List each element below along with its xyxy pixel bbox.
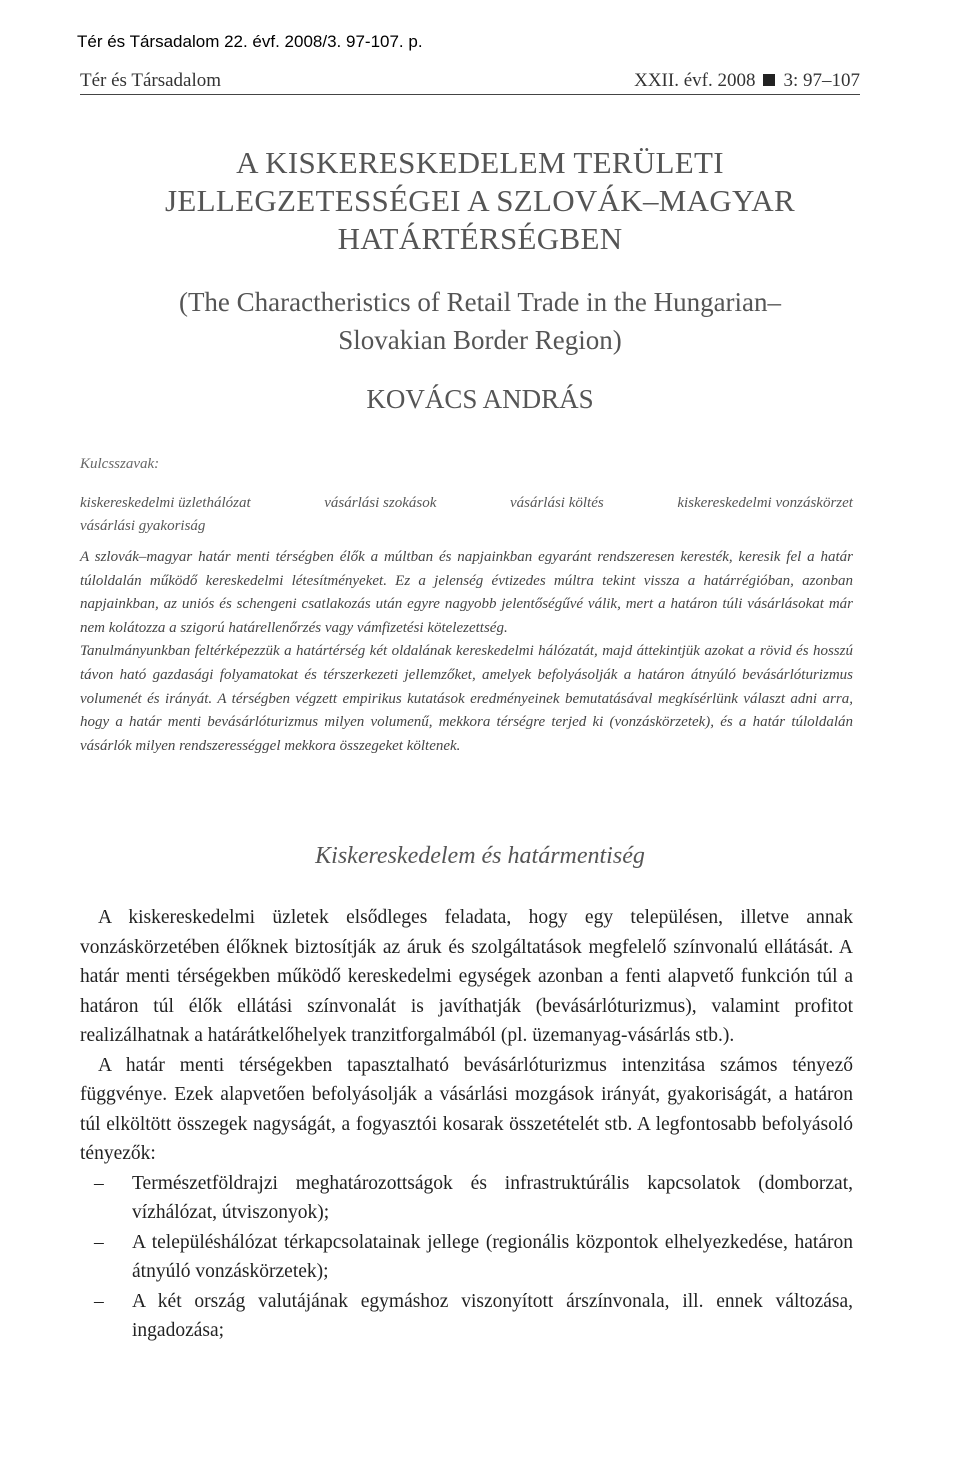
list-item-text: A településhálózat térkapcsolatainak jellege (regionális központok elhelyezkedése, határon átnyúló vonzáskörzetek); <box>132 1231 853 1282</box>
black-square-icon <box>763 74 775 86</box>
list-item <box>80 1228 853 1287</box>
keyword: vásárlási gyakoriság <box>80 518 206 534</box>
list-item-text: Természetföldrajzi meghatározottságok és infrastruktúrális kapcsolatok (domborzat, vízhálózat, útviszonyok); <box>132 1172 853 1223</box>
subtitle-line: Slovakian Border Region) <box>338 325 622 355</box>
abstract <box>80 546 853 758</box>
volume-year: XXII. évf. 2008 <box>634 70 756 91</box>
volume-info <box>634 70 860 92</box>
keywords-label: Kulcsszavak: <box>80 456 160 472</box>
dash-bullet-icon: – <box>94 1231 104 1253</box>
dash-bullet-icon: – <box>94 1172 104 1194</box>
body-paragraph: A határ menti térségekben tapasztalható bevásárlóturizmus intenzitása számos tényező függvénye. Ezek alapvetően befolyásolják a vásárlási mozgások irányát, gyakoriságát, a határon túl elköltött összegek nagyságát, a fogyasztói kosarak összetételét stb. A legfontosabb befolyásoló tényezők: <box>80 1054 853 1164</box>
issue-pages: 3: 97–107 <box>783 70 860 91</box>
abstract-paragraph: Tanulmányunkban feltérképezzük a határtérség két oldalának kereskedelmi hálózatát, majd áttekintjük azokat a rövid és hosszú távon ható gazdasági folyamatokat és térszerkezeti jellemzőket, amelyek befolyásolják a határon átnyúló bevásárlóturizmus volumenét és irányát. A térségben végzett empirikus kutatások eredményeinek bemutatásával megkísérlünk választ adni arra, hogy a határ menti bevásárlóturizmus milyen volumenű, mekkora térségre terjed ki (vonzáskörzetek), és a határ túloldalán vásárlók milyen rendszerességgel mekkora összegeket költenek. <box>80 643 853 754</box>
journal-name: Tér és Társadalom <box>80 70 222 91</box>
body-paragraph: A kiskereskedelmi üzletek elsődleges feladata, hogy egy településen, illetve annak vonzáskörzetében élőknek biztosítják az áruk és szolgáltatások megfelelő színvonalú ellátását. A határ menti térségekben működő kereskedelmi egységek azonban a fenti alapvető funkción túl a határon túl élők ellátási színvonalát is javíthatják (bevásárlóturizmus), valamint profitot realizálhatnak a határátkelőhelyek tranzitforgalmából (pl. üzemanyag-vásárlás stb.). <box>80 907 853 1046</box>
section-body <box>80 903 853 1346</box>
article-title <box>80 144 880 258</box>
keyword: vásárlási költés <box>509 495 604 511</box>
list-item <box>80 1169 853 1228</box>
subtitle-line: (The Charactheristics of Retail Trade in the Hungarian– <box>178 287 782 317</box>
factor-list <box>80 1169 853 1346</box>
title-line: JELLEGZETESSÉGEI A SZLOVÁK–MAGYAR <box>165 183 795 218</box>
author-name: KOVÁCS ANDRÁS <box>366 384 594 414</box>
title-line: HATÁRTÉRSÉGBEN <box>337 221 623 256</box>
dash-bullet-icon: – <box>94 1290 104 1312</box>
keyword: vásárlási szokások <box>324 495 437 511</box>
keyword: kiskereskedelmi üzlethálózat <box>80 495 251 511</box>
list-item <box>80 1287 853 1346</box>
running-head <box>80 70 860 95</box>
abstract-paragraph: A szlovák–magyar határ menti térségben élők a múltban és napjainkban egyaránt rendszeresen keresték, keresik fel a határ túloldalán működő kereskedelmi létesítményeket. Ez a jelenség évtizedes múltra tekint vissza a határrégióban, azonban napjainkban, az uniós és schengeni csatlakozás után egyre nagyobb jelentőségűvé válik, mert a határon túli vásárlásokat már nem kolátozza a szigorú határellenőrzés vagy vámfizetési kötelezettség. <box>80 549 853 636</box>
section-heading: Kiskereskedelem és határmentiség <box>315 843 645 869</box>
english-title <box>80 283 880 359</box>
citation-line: Tér és Társadalom 22. évf. 2008/3. 97-107. p. <box>77 32 423 51</box>
list-item-text: A két ország valutájának egymáshoz viszonyított árszínvonala, ill. ennek változása, ingadozása; <box>132 1290 853 1341</box>
keyword: kiskereskedelmi vonzáskörzet <box>677 495 853 511</box>
title-line: A KISKERESKEDELEM TERÜLETI <box>236 145 724 180</box>
keywords-list <box>80 495 853 512</box>
